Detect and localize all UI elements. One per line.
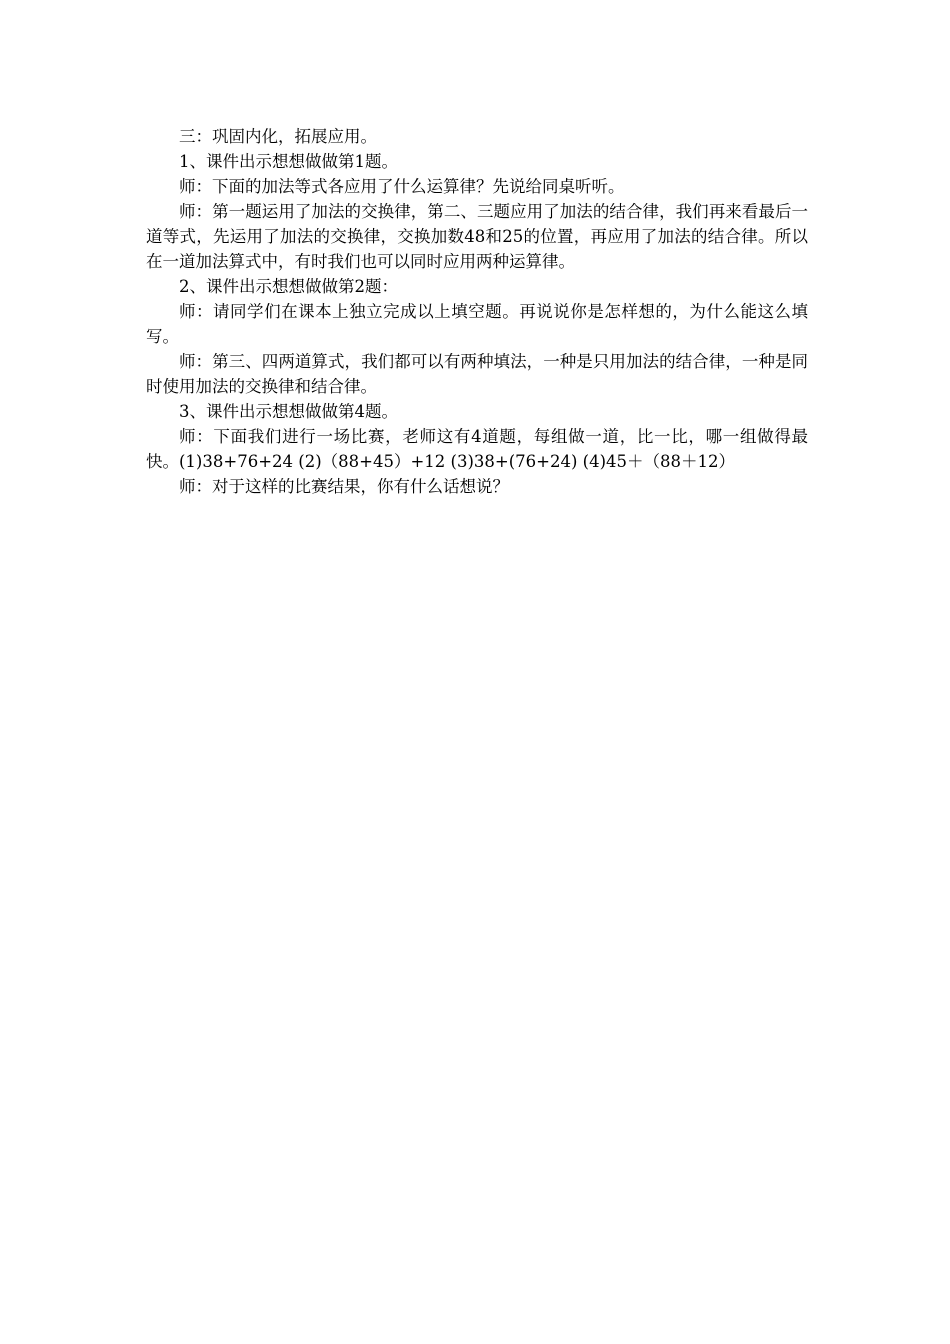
teacher-explanation: 师：第三、四两道算式，我们都可以有两种填法，一种是只用加法的结合律，一种是同时使用加法的交换律和结合律。 [146, 352, 808, 396]
exercise-item-3: 3、课件出示想想做做第4题。 [179, 402, 398, 421]
teacher-instruction: 师：请同学们在课本上独立完成以上填空题。再说说你是怎样想的，为什么能这么填写。 [146, 302, 808, 346]
document-page [146, 124, 808, 499]
exercise-item-1: 1、课件出示想想做做第1题。 [179, 152, 398, 171]
section-heading: 三：巩固内化，拓展应用。 [179, 127, 377, 146]
exercise-item-2: 2、课件出示想想做做第2题： [179, 277, 398, 296]
closing-question: 师：对于这样的比赛结果，你有什么话想说？ [179, 477, 509, 496]
teacher-prompt: 师：下面的加法等式各应用了什么运算律？先说给同桌听听。 [179, 177, 625, 196]
competition-paragraph: 师：下面我们进行一场比赛，老师这有4道题，每组做一道，比一比，哪一组做得最快。(1)38+76+24 (2)（88+45）+12 (3)38+(76+24) (4)45＋（88＋12） [146, 427, 808, 471]
teacher-explanation: 师：第一题运用了加法的交换律，第二、三题应用了加法的结合律，我们再来看最后一道等式，先运用了加法的交换律，交换加数48和25的位置，再应用了加法的结合律。所以在一道加法算式中，有时我们也可以同时应用两种运算律。 [146, 202, 808, 271]
